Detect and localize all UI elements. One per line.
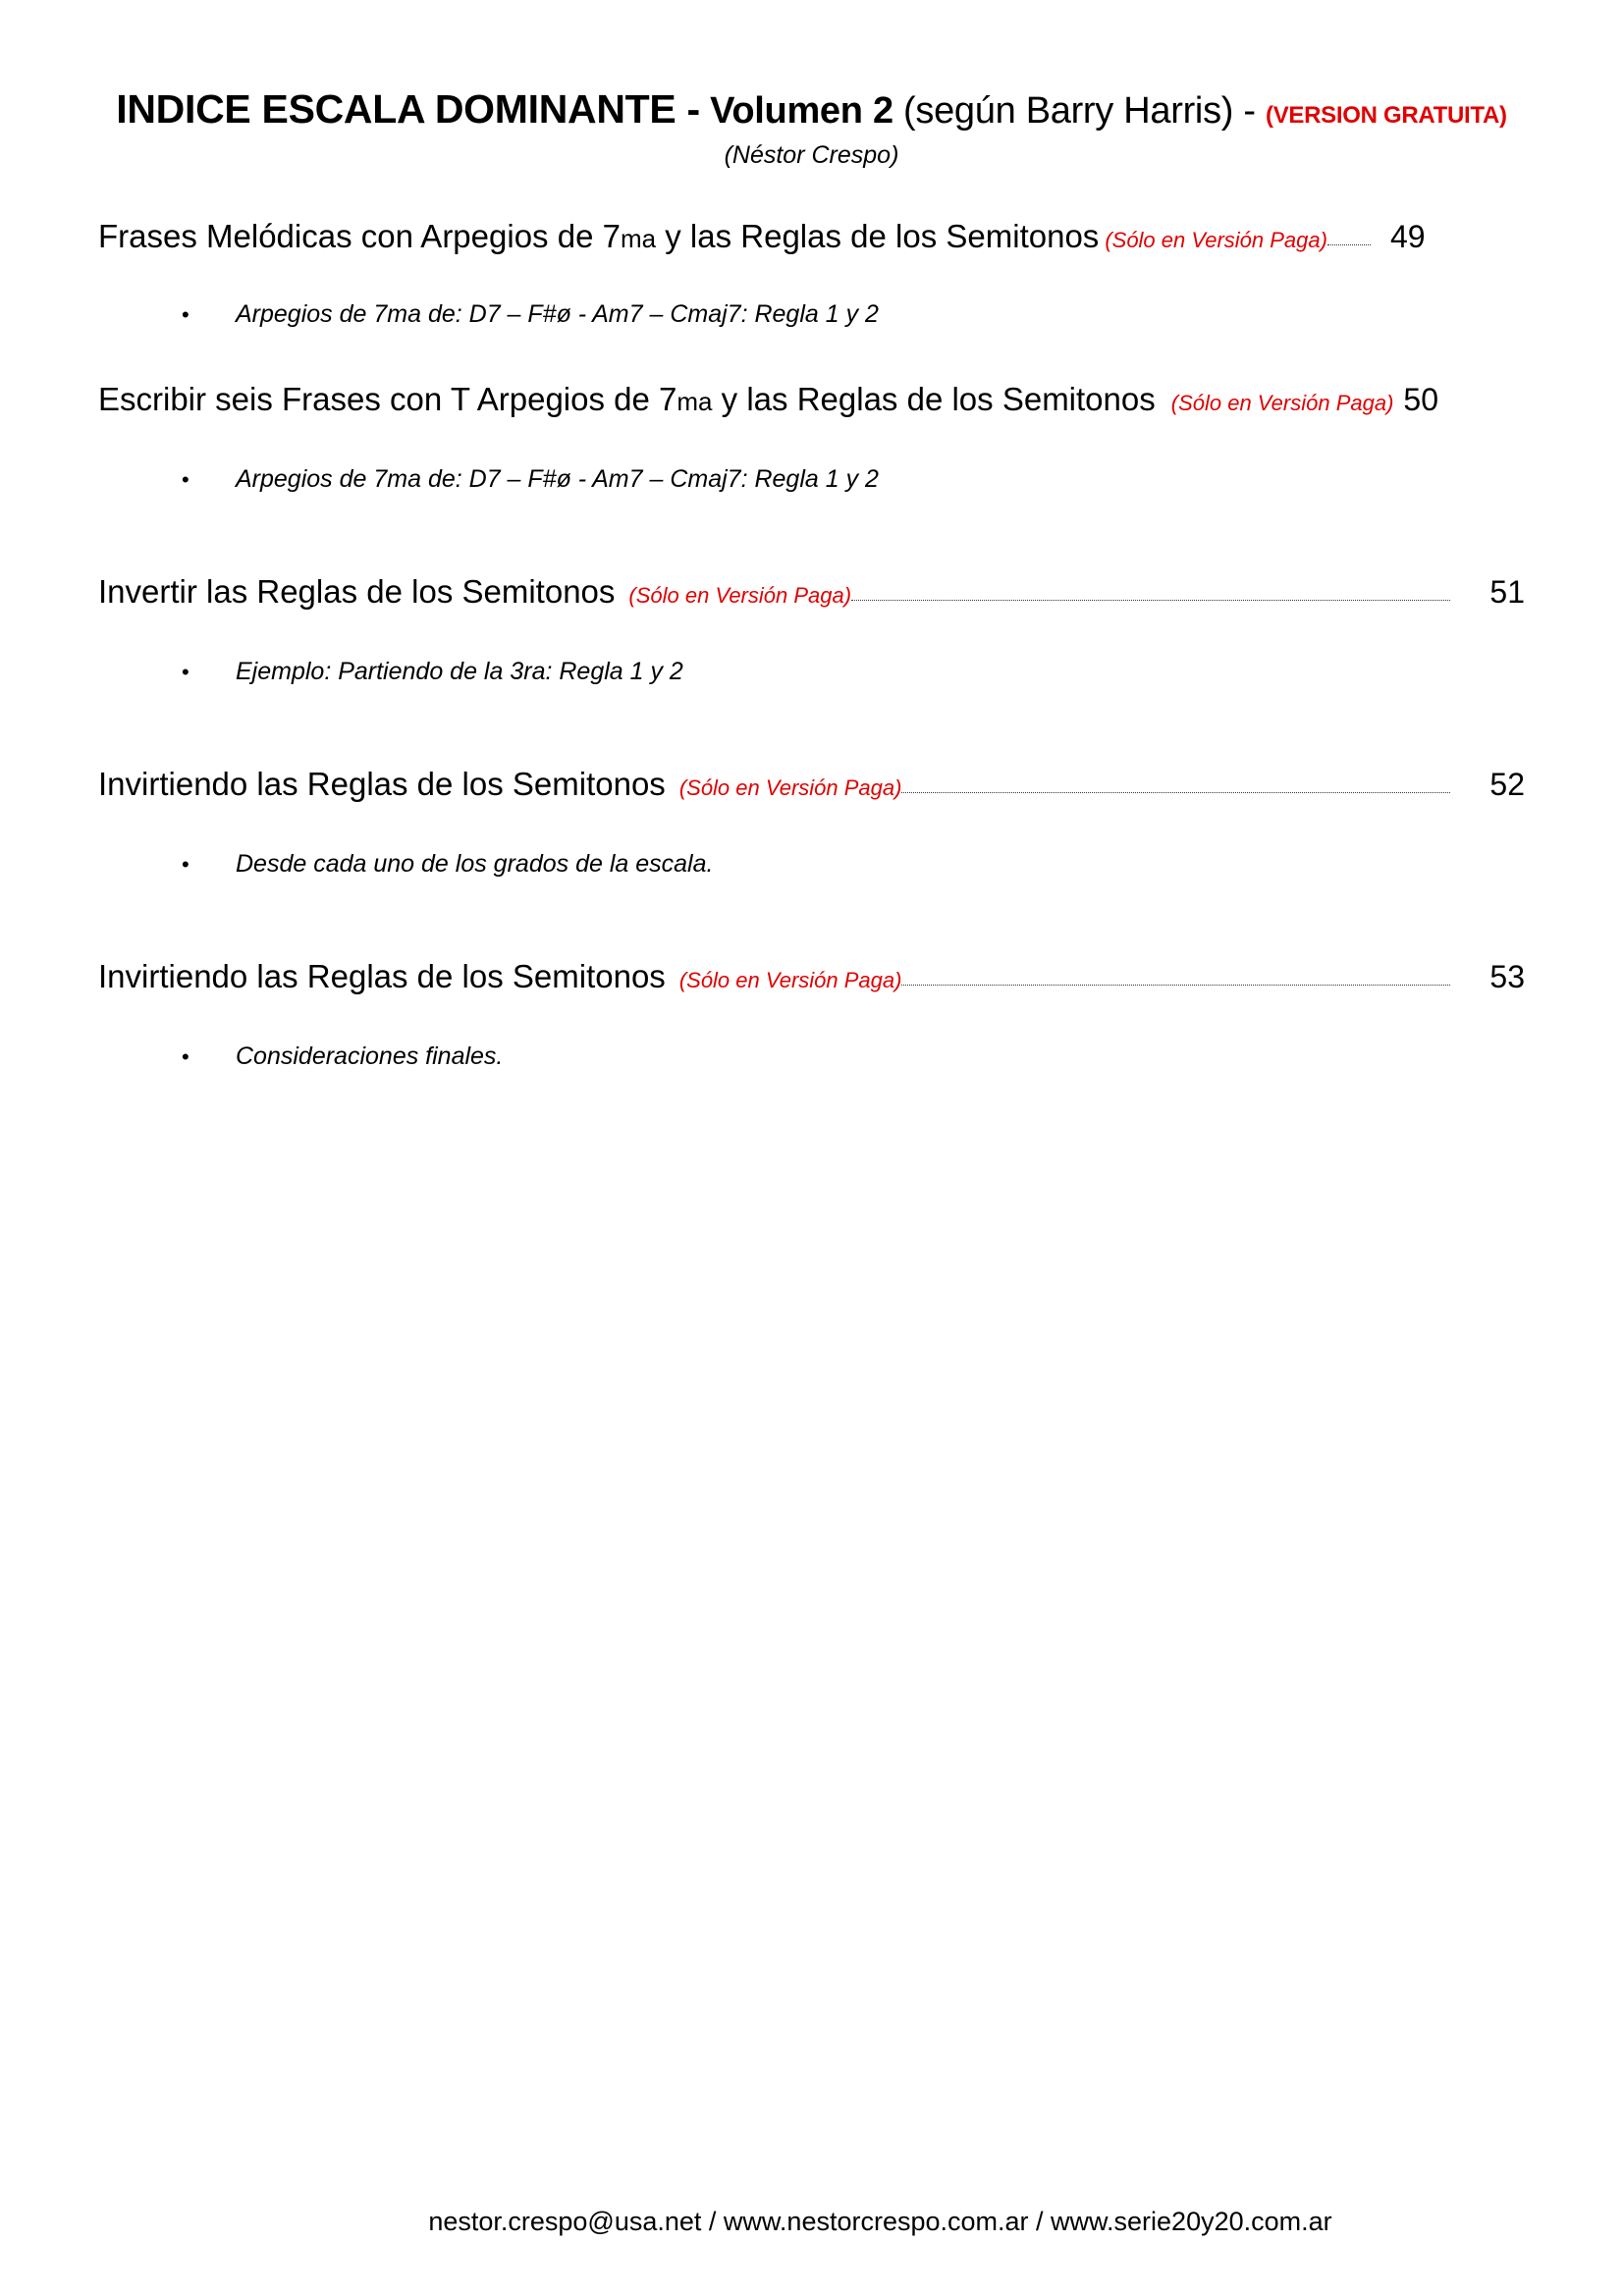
toc-entry-title: Frases Melódicas con Arpegios de 7ma y las Reglas de los Semitonos (98, 218, 1100, 254)
paid-version-note: (Sólo en Versión Paga) (678, 968, 902, 992)
toc-bullet-item: • Arpegios de 7ma de: D7 – F#ø - Am7 – Cmaj7: Regla 1 y 2 (182, 465, 879, 493)
paid-version-note: (Sólo en Versión Paga) (628, 583, 852, 608)
bullet-icon: • (182, 1044, 189, 1069)
paid-version-note: (Sólo en Versión Paga) (1170, 391, 1394, 415)
author-line: (Néstor Crespo) (724, 141, 899, 169)
bullet-icon: • (182, 467, 189, 492)
leader-dots (901, 791, 1450, 793)
title-subtitle: (según Barry Harris) - (903, 90, 1256, 132)
title-badge: (VERSION GRATUITA) (1266, 102, 1507, 129)
toc-page-number: 53 (1489, 959, 1525, 994)
toc-entry (98, 573, 1525, 611)
paid-version-note: (Sólo en Versión Paga) (1105, 228, 1327, 252)
bullet-icon: • (182, 660, 189, 684)
bullet-icon: • (182, 302, 189, 327)
title-main: INDICE ESCALA DOMINANTE - (116, 86, 700, 132)
bullet-icon: • (182, 852, 189, 877)
toc-page-number: 52 (1489, 767, 1525, 802)
toc-bullet-item: • Consideraciones finales. (182, 1042, 504, 1070)
toc-entry-title: Invirtiendo las Reglas de los Semitonos (98, 958, 666, 994)
toc-page-number: 51 (1489, 574, 1525, 610)
toc-bullet-item: • Desde cada uno de los grados de la escala. (182, 850, 714, 878)
title-volume: Volumen 2 (710, 90, 893, 132)
toc-entry-title: Escribir seis Frases con T Arpegios de 7ma y las Reglas de los Semitonos (98, 381, 1156, 417)
toc-entry-title: Invirtiendo las Reglas de los Semitonos (98, 766, 666, 802)
toc-entry (98, 218, 1525, 255)
toc-page-number: 49 (1389, 219, 1426, 254)
paid-version-note: (Sólo en Versión Paga) (678, 775, 902, 800)
toc-bullet-item: • Arpegios de 7ma de: D7 – F#ø - Am7 – Cmaj7: Regla 1 y 2 (182, 300, 879, 328)
leader-dots (901, 984, 1450, 986)
document-title (0, 86, 1623, 133)
toc-page-number: 50 (1403, 382, 1438, 417)
toc-bullet-item: • Ejemplo: Partiendo de la 3ra: Regla 1 y 2 (182, 658, 683, 685)
toc-entry (98, 766, 1525, 803)
toc-entry (98, 958, 1525, 995)
toc-entry-title: Invertir las Reglas de los Semitonos (98, 573, 616, 610)
leader-dots (851, 599, 1450, 601)
toc-entry (98, 381, 1525, 418)
leader-dots (1327, 243, 1371, 245)
footer-contact: nestor.crespo@usa.net / www.nestorcrespo.com.ar / www.serie20y20.com.ar (428, 2207, 1332, 2236)
